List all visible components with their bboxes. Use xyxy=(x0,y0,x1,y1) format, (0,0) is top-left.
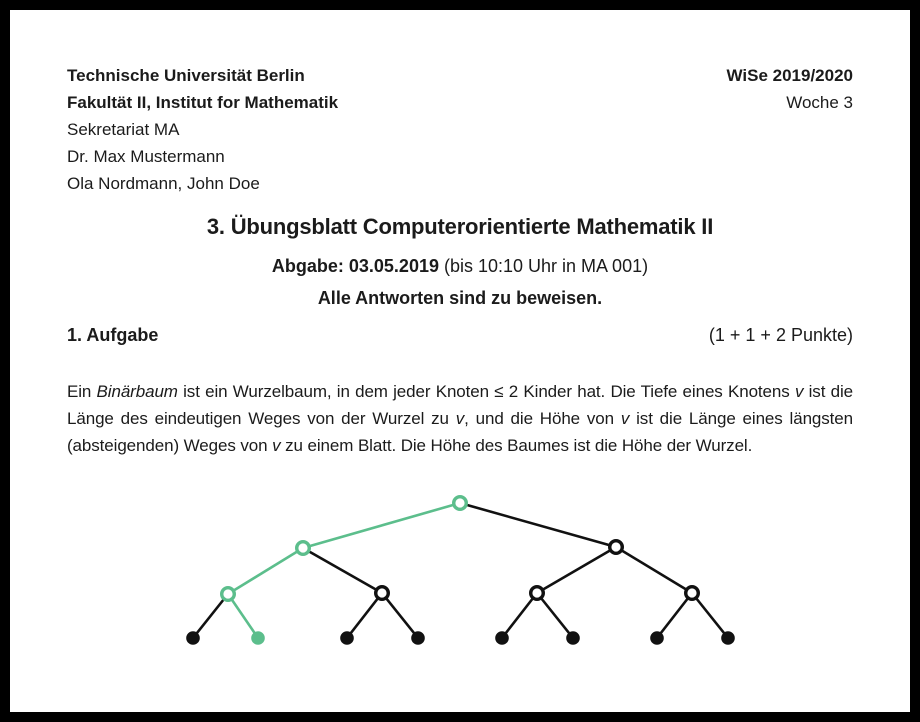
tree-edge xyxy=(303,503,460,548)
tree-leaf-node xyxy=(650,631,664,645)
assistants-line: Ola Nordmann, John Doe xyxy=(67,174,260,193)
binary-tree-svg xyxy=(150,483,770,653)
faculty-name: Fakultät II, Institut for Mathematik xyxy=(67,93,339,112)
tree-edge xyxy=(460,503,616,547)
week-label: Woche 3 xyxy=(786,93,853,112)
tree-edge xyxy=(382,593,418,638)
tree-leaf-node xyxy=(186,631,200,645)
proof-note: Alle Antworten sind zu beweisen. xyxy=(317,288,603,308)
university-name: Technische Universität Berlin xyxy=(67,66,305,85)
term-binaerbaum: Binärbaum xyxy=(96,382,178,401)
tree-leaf-node xyxy=(411,631,425,645)
header-right-column xyxy=(727,62,854,197)
lecturer-line: Dr. Max Mustermann xyxy=(67,147,225,166)
text-segment: , und die Höhe von xyxy=(464,409,621,428)
secretariat-line: Sekretariat MA xyxy=(67,120,180,139)
tree-internal-node xyxy=(454,497,467,510)
tree-edge xyxy=(228,548,303,594)
text-segment: Ein xyxy=(67,382,97,401)
tree-edge xyxy=(502,593,537,638)
semester-label: WiSe 2019/2020 xyxy=(726,66,853,85)
deadline-details: (bis 10:10 Uhr in MA 001) xyxy=(438,256,649,276)
tree-internal-node xyxy=(610,541,623,554)
math-var-v: v xyxy=(794,382,804,401)
tree-internal-node xyxy=(686,587,699,600)
tree-leaf-node xyxy=(251,631,265,645)
tree-leaf-node xyxy=(721,631,735,645)
deadline-date: Abgabe: 03.05.2019 xyxy=(271,256,439,276)
text-segment: ist die Länge des eindeutigen Weges von der Wurzel zu xyxy=(67,382,853,428)
task-heading: 1. Aufgabe xyxy=(67,325,159,345)
text-segment: ist die Länge eines längsten (absteigenden) Weges von xyxy=(67,409,854,455)
tree-edge xyxy=(692,593,728,638)
text-segment: zu einem Blatt. Die Höhe des Baumes ist die Höhe der Wurzel. xyxy=(280,436,753,455)
task-description xyxy=(67,378,853,459)
math-var-v: v xyxy=(455,409,465,428)
tree-edge xyxy=(193,594,228,638)
tree-edge xyxy=(303,548,382,593)
tree-edge xyxy=(537,593,573,638)
deadline-line xyxy=(67,256,853,277)
task-points: (1 + 1 + 2 Punkte) xyxy=(708,325,853,345)
tree-internal-node xyxy=(531,587,544,600)
header-left-column xyxy=(67,62,338,197)
math-var-v: v xyxy=(272,436,281,455)
sheet-header xyxy=(67,62,853,197)
tree-leaf-node xyxy=(340,631,354,645)
tree-edge xyxy=(537,547,616,593)
tree-leaf-node xyxy=(495,631,509,645)
tree-leaf-node xyxy=(566,631,580,645)
tree-edge xyxy=(657,593,692,638)
task-header-row xyxy=(67,325,853,346)
tree-internal-node xyxy=(376,587,389,600)
tree-internal-node xyxy=(297,542,310,555)
text-segment: ist ein Wurzelbaum, in dem jeder Knoten ≤ 2 Kinder hat. Die Tiefe eines Knotens xyxy=(177,382,795,401)
page-title: 3. Übungsblatt Computerorientierte Mathematik II xyxy=(206,214,714,239)
tree-edge xyxy=(347,593,382,638)
math-var-v: v xyxy=(620,409,630,428)
tree-edge xyxy=(616,547,692,593)
tree-internal-node xyxy=(222,588,235,601)
